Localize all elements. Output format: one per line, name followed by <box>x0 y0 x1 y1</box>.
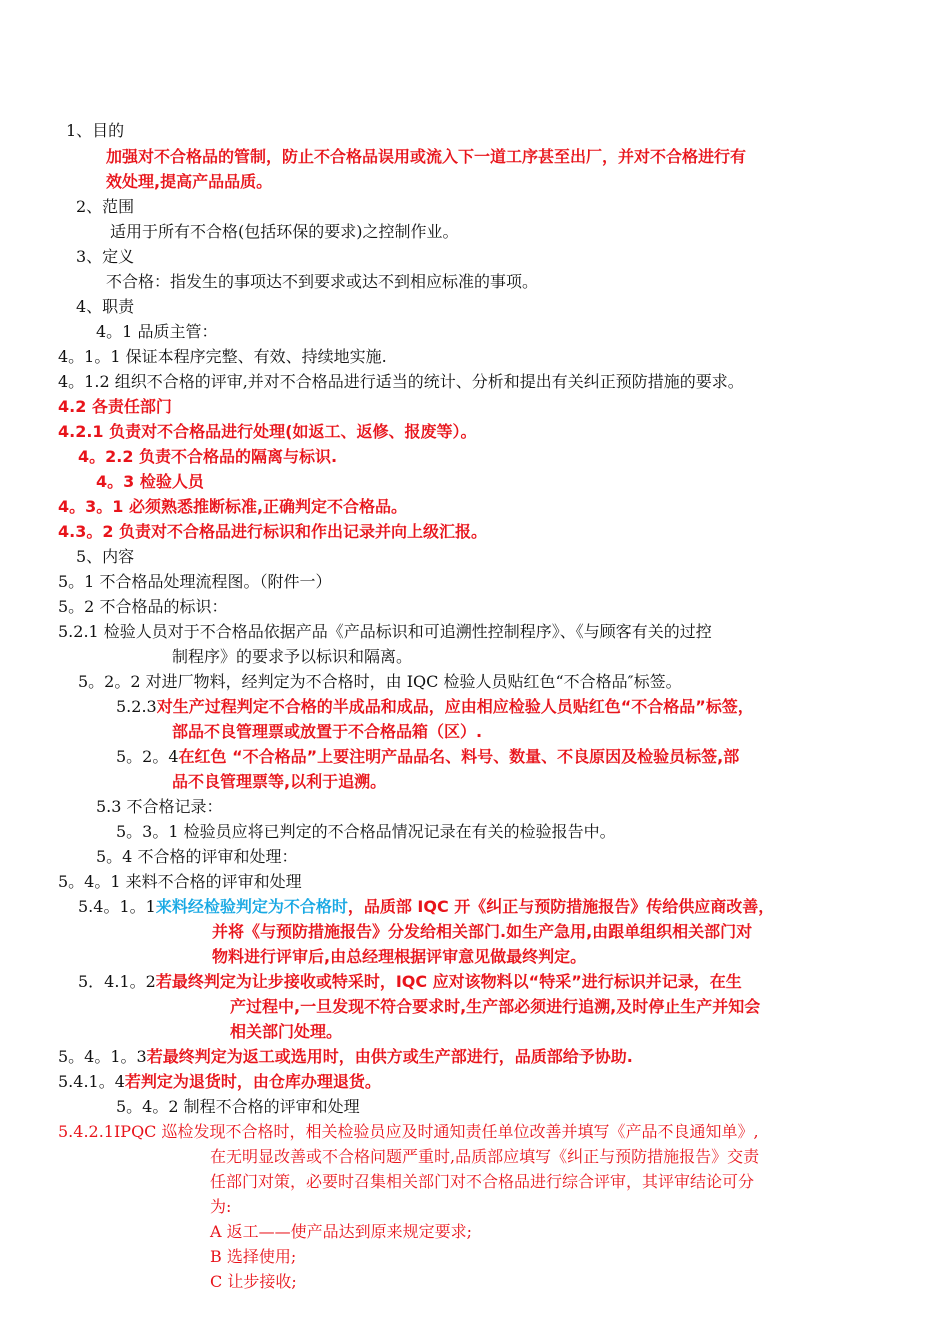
section-1-body: 加强对不合格品的管制，防止不合格品误用或流入下一道工序甚至出厂，并对不合格进行有 <box>106 147 747 166</box>
section-1-body-cont: 效处理,提高产品品质。 <box>106 172 273 191</box>
item-text: 对生产过程判定不合格的半成品和成品，应由相应检验人员贴红色“不合格品”标签， <box>156 697 754 716</box>
subsection-5-3: 5.3 不合格记录： <box>96 797 223 816</box>
option-b: B 选择使用; <box>210 1247 297 1266</box>
item-5-4-1-2-cont-2: 相关部门处理。 <box>230 1022 343 1041</box>
item-text: 若最终判定为让步接收或特采时，IQC 应对该物料以“特采”进行标识并记录，在生 <box>155 972 742 991</box>
item-5-2-2: 5。2。2 对进厂物料，经判定为不合格时，由 IQC 检验人员贴红色“不合格品″标签。 <box>78 672 682 691</box>
item-5-2-4-cont: 品不良管理票等,以利于追溯。 <box>172 772 387 791</box>
subsection-4-3: 4。3 检验人员 <box>96 472 204 491</box>
item-4-1-2: 4。1.2 组织不合格的评审,并对不合格品进行适当的统计、分析和提出有关纠正预防措施的要求。 <box>58 372 744 391</box>
item-text: 在红色 “不合格品”上要注明产品品名、料号、数量、不良原因及检验员标签,部 <box>178 747 740 766</box>
item-5-4-2-1-cont-2: 任部门对策，必要时召集相关部门对不合格品进行综合评审，其评审结论可分 <box>210 1172 755 1191</box>
section-2-body: 适用于所有不合格(包括环保的要求)之控制作业。 <box>110 222 459 241</box>
item-number: 5.2.3 <box>116 697 157 716</box>
item-4-3-2: 4.3。2 负责对不合格品进行标识和作出记录并向上级汇报。 <box>58 522 488 541</box>
item-5-4-1-1 <box>78 895 774 919</box>
subsection-4-2: 4.2 各责任部门 <box>58 397 172 416</box>
section-1-heading: 1、目的 <box>66 121 125 140</box>
subsection-5-4: 5。4 不合格的评审和处理： <box>96 847 298 866</box>
item-5-2-3 <box>116 695 754 719</box>
item-text: 若判定为退货时，由仓库办理退货。 <box>124 1072 381 1091</box>
item-number: 5.4.1。4 <box>58 1072 125 1091</box>
section-3-body: 不合格：指发生的事项达不到要求或达不到相应标准的事项。 <box>106 272 539 291</box>
option-a: A 返工——使产品达到原来规定要求; <box>210 1222 473 1241</box>
item-4-2-1: 4.2.1 负责对不合格品进行处理(如返工、返修、报废等）。 <box>58 422 477 441</box>
item-number: 5。4。1。3 <box>58 1047 147 1066</box>
section-2-heading: 2、范围 <box>76 197 135 216</box>
item-5-4-2: 5。4。2 制程不合格的评审和处理 <box>116 1097 360 1116</box>
item-5-2-1-cont: 制程序》的要求予以标识和隔离。 <box>172 647 413 666</box>
item-number: 5.4。1。1 <box>78 897 156 916</box>
item-5-2-4 <box>116 745 739 769</box>
item-5-4-1-3 <box>58 1045 633 1069</box>
item-5-2-1: 5.2.1 检验人员对于不合格品依据产品《产品标识和可追溯性控制程序》、《与顾客有关的过控 <box>58 622 712 641</box>
item-4-2-2: 4。2.2 负责不合格品的隔离与标识. <box>78 447 338 466</box>
section-3-heading: 3、定义 <box>76 247 135 266</box>
item-4-1-1: 4。1。1 保证本程序完整、有效、持续地实施. <box>58 347 387 366</box>
item-5-4-1-2-cont: 产过程中,一旦发现不符合要求时,生产部必须进行追溯,及时停止生产并知会 <box>230 997 761 1016</box>
item-5-4-1-1-cont-2: 物料进行评审后,由总经理根据评审意见做最终判定。 <box>212 947 587 966</box>
section-5-heading: 5、内容 <box>76 547 135 566</box>
option-c: C 让步接收; <box>210 1272 297 1291</box>
item-5-4-1: 5。4。1 来料不合格的评审和处理 <box>58 872 302 891</box>
item-number: 5。2。4 <box>116 747 179 766</box>
item-5-4-1-4 <box>58 1070 381 1094</box>
item-text: ，品质部 IQC 开《纠正与预防措施报告》传给供应商改善， <box>347 897 775 916</box>
item-5-4-1-2 <box>78 970 742 994</box>
item-5-4-2-1-cont: 在无明显改善或不合格问题严重时,品质部应填写《纠正与预防措施报告》交责 <box>210 1147 760 1166</box>
item-4-3-1: 4。3。1 必须熟悉推断标准,正确判定不合格品。 <box>58 497 408 516</box>
item-number: 5．4.1。2 <box>78 972 156 991</box>
subsection-5-2: 5。2 不合格品的标识： <box>58 597 228 616</box>
item-5-4-2-1: 5.4.2.1IPQC 巡检发现不合格时，相关检验员应及时通知责任单位改善并填写《产品不良通知单》, <box>58 1122 759 1141</box>
item-5-2-3-cont: 部品不良管理票或放置于不合格品箱（区）. <box>172 722 483 741</box>
item-5-4-1-1-cont: 并将《与预防措施报告》分发给相关部门.如生产急用,由跟单组织相关部门对 <box>212 922 753 941</box>
section-4-heading: 4、职责 <box>76 297 135 316</box>
item-5-4-2-1-cont-3: 为: <box>210 1197 232 1216</box>
item-text-highlight: 来料经检验判定为不合格时 <box>155 897 348 916</box>
item-5-3-1: 5。3。1 检验员应将已判定的不合格品情况记录在有关的检验报告中。 <box>116 822 616 841</box>
subsection-4-1: 4。1 品质主管： <box>96 322 218 341</box>
subsection-5-1: 5。1 不合格品处理流程图。（附件一） <box>58 572 332 591</box>
item-text: 若最终判定为返工或选用时，由供方或生产部进行，品质部给予协助. <box>146 1047 633 1066</box>
